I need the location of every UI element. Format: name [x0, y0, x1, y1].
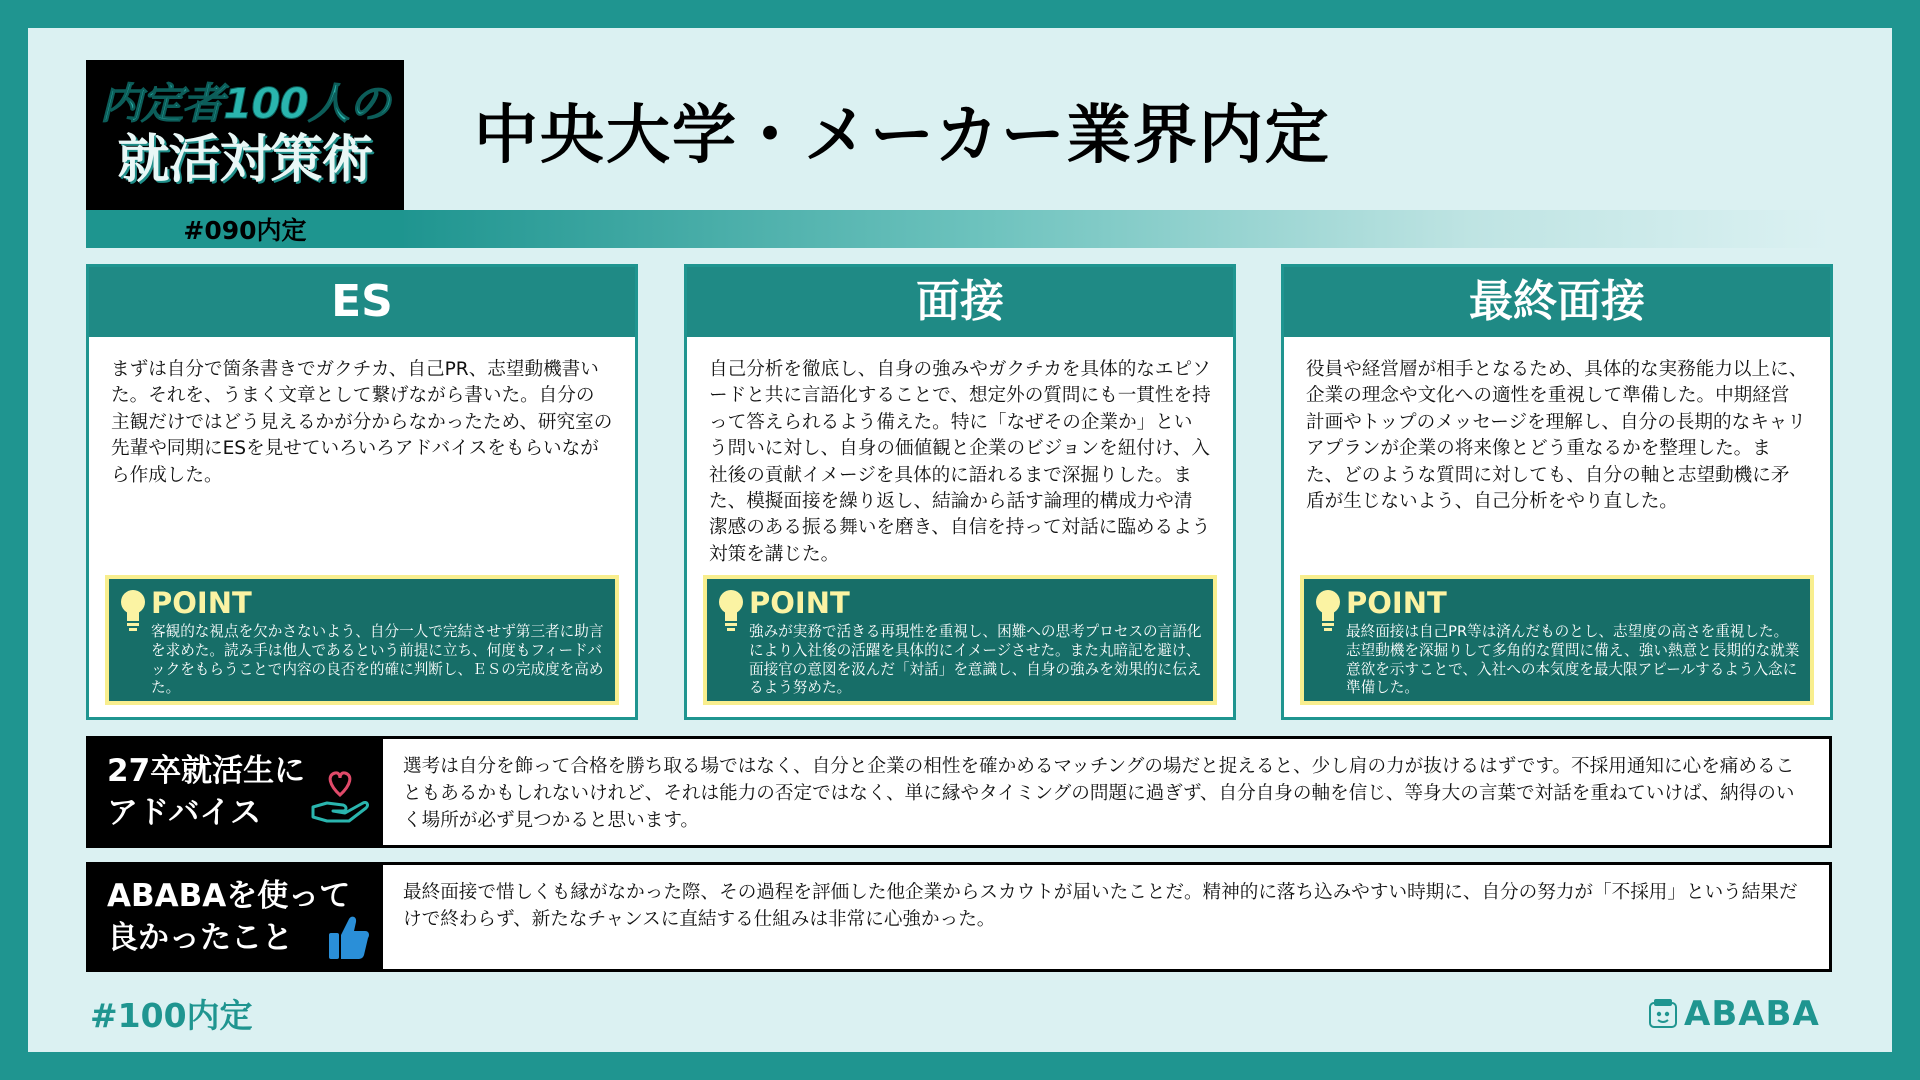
ababa-label-line1: ABABAを使って — [107, 878, 351, 914]
point-label: POINT — [151, 586, 252, 620]
point-box — [105, 575, 619, 705]
advice-row — [86, 736, 1832, 848]
brand-logo — [1648, 994, 1820, 1034]
ababa-label-line2: 良かったこと — [107, 920, 293, 956]
logo-line1: 内定者100人の — [100, 79, 390, 128]
brand-text: ABABA — [1684, 994, 1820, 1034]
point-box — [703, 575, 1217, 705]
advice-text: 選考は自分を飾って合格を勝ち取る場ではなく、自分と企業の相性を確かめるマッチングの場だと捉えると、少し肩の力が抜けるはずです。不採用通知に心を痛めることもあるかもしれないけれど、それは能力の否定ではなく、単に縁やタイミングの問題に過ぎず、自分自身の軸を信じ、等身大の言葉で対話を重ねていけば、納得のいく場所が必ず見つかると思います。 — [403, 756, 1795, 831]
lightbulb-icon — [715, 587, 747, 635]
card-interview — [684, 264, 1236, 720]
logo-tag: #090内定 — [86, 210, 404, 248]
logo-line2: 就活対策術 — [117, 130, 373, 190]
card-body: 自己分析を徹底し、自身の強みやガクチカを具体的なエピソードと共に言語化することで、想定外の質問にも一貫性を持って答えられるよう備えた。特に「なぜその企業か」という問いに対し、自身の価値観と企業のビジョンを紐付け、入社後の貢献イメージを具体的に語れるまで深掘りした。また、模擬面接を繰り返し、結論から話す論理的構成力や清潔感のある振る舞いを磨き、自信を持って対話に臨めるよう対策を講じた。 — [709, 359, 1211, 565]
card-heading: ES — [89, 267, 635, 337]
lightbulb-icon — [117, 587, 149, 635]
card-heading: 最終面接 — [1284, 267, 1830, 337]
point-text: 強みが実務で活きる再現性を重視し、困難への思考プロセスの言語化により入社後の活躍を具体的にイメージさせた。また丸暗記を避け、面接官の意図を汲んだ「対話」を意識し、自身の強みを効果的に伝えるよう努めた。 — [749, 623, 1202, 697]
ababa-text: 最終面接で惜しくも縁がなかった際、その過程を評価した他企業からスカウトが届いたことだ。精神的に落ち込みやすい時期に、自分の努力が「不採用」という結果だけで終わらず、新たなチャンスに直結する仕組みは非常に心強かった。 — [403, 882, 1798, 930]
logo-title — [86, 60, 404, 208]
ababa-mascot-icon — [1648, 999, 1678, 1029]
point-label: POINT — [749, 586, 850, 620]
point-label: POINT — [1346, 586, 1447, 620]
title-gradient-bar — [404, 210, 1830, 248]
card-heading: 面接 — [687, 267, 1233, 337]
ababa-label — [89, 865, 383, 969]
advice-label-line2: アドバイス — [107, 795, 262, 831]
advice-label-line1: 27卒就活生に — [107, 753, 306, 789]
point-text: 最終面接は自己PR等は済んだものとし、志望度の高さを重視した。志望動機を深掘りして多角的な質問に備え、強い熱意と長期的な就業意欲を示すことで、入社への本気度を最大限アピールするよう入念に準備した。 — [1346, 623, 1800, 697]
advice-label — [89, 739, 383, 845]
thumbs-up-icon — [327, 913, 371, 961]
card-body: まずは自分で箇条書きでガクチカ、自己PR、志望動機書いた。それを、うまく文章として繋げながら書いた。自分の主観だけではどう見えるかが分からなかったため、研究室の先輩や同期にESを見せていろいろアドバイスをもらいながら作成した。 — [111, 359, 613, 486]
page-title: 中央大学・メーカー業界内定 — [474, 99, 1331, 173]
ababa-row — [86, 862, 1832, 972]
card-final-interview — [1281, 264, 1833, 720]
card-body: 役員や経営層が相手となるため、具体的な実務能力以上に、企業の理念や文化への適性を重視して準備した。中期経営計画やトップのメッセージを理解し、自分の長期的なキャリアプランが企業の将来像とどう重なるかを整理した。また、どのような質問に対しても、自分の軸と志望動機に矛盾が生じないよう、自己分析をやり直した。 — [1306, 359, 1808, 513]
lightbulb-icon — [1312, 587, 1344, 635]
logo — [86, 60, 404, 248]
footer-tag: #100内定 — [90, 996, 253, 1035]
point-text: 客観的な視点を欠かさないよう、自分一人で完結させず第三者に助言を求めた。読み手は他人であるという前提に立ち、何度もフィードバックをもらうことで内容の良否を的確に判断し、ＥＳの完成度を高めた。 — [151, 623, 604, 697]
card-es — [86, 264, 638, 720]
point-box — [1300, 575, 1814, 705]
heart-hand-icon — [309, 769, 371, 825]
